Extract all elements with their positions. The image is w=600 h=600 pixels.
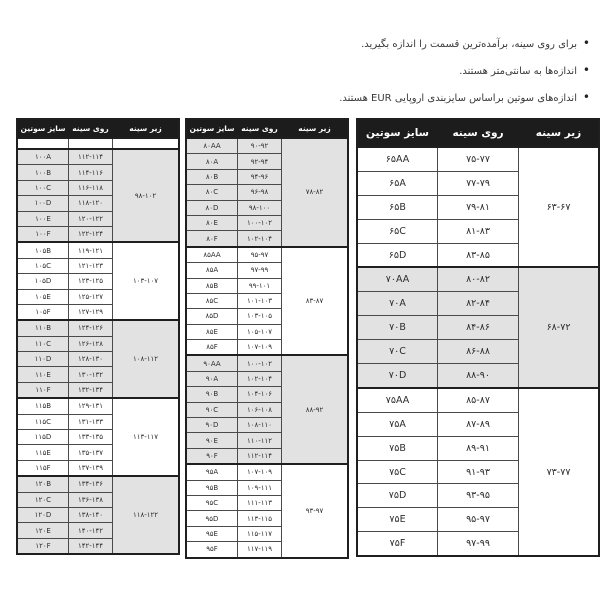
- cell-over-bust-range: ۱۴۰-۱۴۲: [69, 523, 113, 538]
- cell-over-bust-range: ۱۰۵-۱۰۷: [238, 324, 282, 339]
- cell-over-bust-range: ۱۱۸-۱۲۰: [69, 196, 113, 211]
- cell-bra-size: ۱۰۰C: [17, 180, 69, 195]
- cell-over-bust-range: ۹۷-۹۹: [438, 532, 519, 556]
- cell-over-bust-range: ۸۶-۸۸: [438, 340, 519, 364]
- cell-bra-size: ۸۵A: [186, 263, 238, 278]
- cell-bra-size: ۶۵AA: [357, 147, 438, 171]
- cell-bra-size: ۸۵F: [186, 340, 238, 356]
- table-row: [17, 242, 179, 258]
- cell-bra-size: ۱۱۰D: [17, 352, 69, 367]
- cell-over-bust-range: ۱۳۰-۱۳۲: [69, 367, 113, 382]
- cell-bra-size: ۸۰E: [186, 215, 238, 230]
- size-table-bands-80-95: [185, 118, 349, 559]
- cell-bra-size: ۱۰۵E: [17, 289, 69, 304]
- cell-over-bust-range: ۱۳۲-۱۳۴: [69, 382, 113, 398]
- cell-bra-size: ۱۱۰E: [17, 367, 69, 382]
- size-table-bands-100-120: [16, 118, 180, 555]
- cell-over-bust-range: ۱۱۵-۱۱۷: [238, 526, 282, 541]
- table-row: [186, 355, 348, 371]
- cell-bra-size: ۱۰۵F: [17, 304, 69, 320]
- table-row: [186, 138, 348, 154]
- size-table-bands-65-75: [356, 118, 600, 557]
- cell-over-bust-range: ۷۷-۷۹: [438, 171, 519, 195]
- cell-over-bust-range: ۱۱۲-۱۱۴: [69, 149, 113, 165]
- cell-over-bust-range: ۱۲۶-۱۲۸: [69, 336, 113, 351]
- cell-over-bust-range: ۸۲-۸۴: [438, 292, 519, 316]
- table-row: [357, 267, 599, 291]
- cell-over-bust-range: ۱۰۹-۱۱۱: [238, 480, 282, 495]
- cell-bra-size: ۹۵D: [186, 511, 238, 526]
- column-header-under-bust: زیر سینه: [113, 119, 180, 138]
- cell-over-bust-range: ۸۵-۸۷: [438, 388, 519, 412]
- cell-over-bust-range: ۱۰۱-۱۰۳: [238, 293, 282, 308]
- cell-over-bust-range: ۱۱۰-۱۱۲: [238, 433, 282, 448]
- cell-bra-size: ۸۵C: [186, 293, 238, 308]
- cell-over-bust-range: ۱۴۲-۱۴۴: [69, 538, 113, 554]
- cell-over-bust-range: ۱۳۶-۱۳۸: [69, 492, 113, 507]
- cell-bra-size: ۱۰۵D: [17, 274, 69, 289]
- cell-over-bust-range: ۹۶-۹۸: [238, 185, 282, 200]
- cell-bra-size: ۸۰A: [186, 154, 238, 169]
- cell-bra-size: ۱۲۰E: [17, 523, 69, 538]
- cell-bra-size: ۶۵C: [357, 219, 438, 243]
- cell-over-bust-range: ۱۲۱-۱۲۳: [69, 258, 113, 273]
- cell-over-bust-range: ۱۱۲-۱۱۴: [238, 448, 282, 464]
- cell-over-bust-range: ۹۲-۹۴: [238, 154, 282, 169]
- cell-under-bust-range: ۱۰۳-۱۰۷: [113, 242, 180, 320]
- cell-over-bust-range: ۱۳۸-۱۴۰: [69, 507, 113, 522]
- cell-bra-size: ۸۵AA: [186, 247, 238, 263]
- cell-over-bust-range: ۹۵-۹۷: [238, 247, 282, 263]
- cell-bra-size: ۷۰C: [357, 340, 438, 364]
- cell-under-bust-range: ۱۱۳-۱۱۷: [113, 398, 180, 476]
- cell-bra-size: ۷۰B: [357, 316, 438, 340]
- cell-over-bust-range: ۱۳۱-۱۳۳: [69, 414, 113, 429]
- cell-over-bust-range: ۷۵-۷۷: [438, 147, 519, 171]
- cell-over-bust-range: ۷۹-۸۱: [438, 195, 519, 219]
- table-header: [357, 119, 599, 147]
- cell-under-bust-range: ۱۱۸-۱۲۲: [113, 476, 180, 554]
- table-row: [186, 247, 348, 263]
- cell-bra-size: ۷۵AA: [357, 388, 438, 412]
- cell-under-bust-range: ۹۳-۹۷: [282, 464, 349, 557]
- cell-bra-size: ۸۰B: [186, 169, 238, 184]
- cell-over-bust-range: ۱۱۱-۱۱۳: [238, 495, 282, 510]
- cell-over-bust-range: ۸۱-۸۳: [438, 219, 519, 243]
- cell-bra-size: ۱۱۵B: [17, 398, 69, 414]
- column-header-over-bust: روی سینه: [238, 119, 282, 138]
- cell-bra-size: ۶۵D: [357, 243, 438, 267]
- cell-bra-size: ۱۰۰A: [17, 149, 69, 165]
- cell-over-bust-range: ۸۹-۹۱: [438, 436, 519, 460]
- cell-bra-size: ۷۵B: [357, 436, 438, 460]
- cell-bra-size: ۷۵F: [357, 532, 438, 556]
- cell-over-bust-range: ۱۰۰-۱۰۲: [238, 215, 282, 230]
- cell-over-bust-range: ۱۲۸-۱۳۰: [69, 352, 113, 367]
- cell-bra-size: ۹۵E: [186, 526, 238, 541]
- cell-bra-size: ۷۰A: [357, 292, 438, 316]
- column-header-bra-size: سایز سوتین: [17, 119, 69, 138]
- cell-bra-size: ۱۰۰B: [17, 165, 69, 180]
- cell-over-bust-range: ۱۳۵-۱۳۷: [69, 445, 113, 460]
- cell-over-bust-range: ۸۴-۸۶: [438, 316, 519, 340]
- column-header-over-bust: روی سینه: [438, 119, 519, 147]
- cell-over-bust-range: ۱۱۳-۱۱۵: [238, 511, 282, 526]
- cell-over-bust-range: ۸۰-۸۲: [438, 267, 519, 291]
- cell-bra-size: ۱۱۵E: [17, 445, 69, 460]
- cell-over-bust-range: ۸۳-۸۵: [438, 243, 519, 267]
- table-row: [17, 320, 179, 336]
- cell-over-bust-range: ۸۷-۸۹: [438, 412, 519, 436]
- cell-over-bust-range: ۱۲۵-۱۲۷: [69, 289, 113, 304]
- cell-under-bust-range: ۸۳-۸۷: [282, 247, 349, 356]
- cell-bra-size: ۹۰A: [186, 371, 238, 386]
- cell-under-bust-range: ۹۸-۱۰۲: [113, 149, 180, 242]
- cell-over-bust-range: ۱۳۴-۱۳۶: [69, 476, 113, 492]
- cell-over-bust-range: ۱۱۹-۱۲۱: [69, 242, 113, 258]
- cell-over-bust-range: ۱۲۲-۱۲۴: [69, 226, 113, 242]
- cell-bra-size: ۱۲۰D: [17, 507, 69, 522]
- header-row: [357, 119, 599, 147]
- cell-bra-size: ۱۲۰C: [17, 492, 69, 507]
- cell-bra-size: ۷۵D: [357, 484, 438, 508]
- cell-over-bust-range: ۹۰-۹۲: [238, 138, 282, 154]
- cell-bra-size: ۸۰F: [186, 231, 238, 247]
- cell-bra-size: ۷۵A: [357, 412, 438, 436]
- cell-over-bust-range: ۱۰۷-۱۰۹: [238, 340, 282, 356]
- cell-bra-size: ۱۱۵D: [17, 430, 69, 445]
- cell-bra-size: ۱۲۰B: [17, 476, 69, 492]
- cell-bra-size: ۱۰۰F: [17, 226, 69, 242]
- column-header-bra-size: سایز سوتین: [186, 119, 238, 138]
- cell-over-bust-range: ۱۳۷-۱۳۹: [69, 460, 113, 476]
- cell-bra-size: ۹۰D: [186, 418, 238, 433]
- cell-under-bust-range: ۶۸-۷۲: [519, 267, 600, 387]
- cell-under-bust-range: ۱۰۸-۱۱۲: [113, 320, 180, 398]
- cell-over-bust-range: ۱۱۶-۱۱۸: [69, 180, 113, 195]
- table-header: [17, 119, 179, 138]
- table-row: [17, 476, 179, 492]
- header-row: [17, 119, 179, 138]
- cell-bra-size: ۱۱۵F: [17, 460, 69, 476]
- cell-over-bust-range: ۱۲۹-۱۳۱: [69, 398, 113, 414]
- cell-bra-size: ۷۰D: [357, 364, 438, 388]
- empty-row: [17, 138, 179, 149]
- cell-over-bust-range: ۱۰۲-۱۰۴: [238, 371, 282, 386]
- cell-over-bust-range: ۹۱-۹۳: [438, 460, 519, 484]
- cell-over-bust-range: ۱۰۲-۱۰۴: [238, 231, 282, 247]
- empty-cell: [69, 138, 113, 149]
- column-header-bra-size: سایز سوتین: [357, 119, 438, 147]
- cell-bra-size: ۹۵A: [186, 464, 238, 480]
- cell-over-bust-range: ۹۸-۱۰۰: [238, 200, 282, 215]
- cell-bra-size: ۱۰۰D: [17, 196, 69, 211]
- cell-over-bust-range: ۱۰۳-۱۰۵: [238, 309, 282, 324]
- cell-over-bust-range: ۹۷-۹۹: [238, 263, 282, 278]
- cell-bra-size: ۱۰۵B: [17, 242, 69, 258]
- cell-under-bust-range: ۷۳-۷۷: [519, 388, 600, 556]
- cell-bra-size: ۹۰B: [186, 387, 238, 402]
- cell-bra-size: ۱۱۰C: [17, 336, 69, 351]
- size-tables-row: [16, 118, 600, 559]
- cell-over-bust-range: ۹۹-۱۰۱: [238, 278, 282, 293]
- cell-bra-size: ۸۵D: [186, 309, 238, 324]
- cell-bra-size: ۹۰E: [186, 433, 238, 448]
- cell-over-bust-range: ۹۵-۹۷: [438, 508, 519, 532]
- cell-bra-size: ۸۰D: [186, 200, 238, 215]
- column-header-under-bust: زیر سینه: [282, 119, 349, 138]
- cell-bra-size: ۸۰AA: [186, 138, 238, 154]
- cell-over-bust-range: ۹۳-۹۵: [438, 484, 519, 508]
- column-header-under-bust: زیر سینه: [519, 119, 600, 147]
- cell-bra-size: ۱۱۵C: [17, 414, 69, 429]
- cell-over-bust-range: ۱۲۰-۱۲۲: [69, 211, 113, 226]
- cell-over-bust-range: ۱۰۸-۱۱۰: [238, 418, 282, 433]
- cell-over-bust-range: ۸۸-۹۰: [438, 364, 519, 388]
- cell-bra-size: ۹۰AA: [186, 355, 238, 371]
- empty-cell: [113, 138, 180, 149]
- table-row: [17, 149, 179, 165]
- table-row: [186, 464, 348, 480]
- cell-under-bust-range: ۸۸-۹۲: [282, 355, 349, 464]
- cell-bra-size: ۸۵B: [186, 278, 238, 293]
- cell-bra-size: ۶۵A: [357, 171, 438, 195]
- cell-bra-size: ۹۵F: [186, 542, 238, 558]
- cell-bra-size: ۶۵B: [357, 195, 438, 219]
- cell-bra-size: ۱۱۰B: [17, 320, 69, 336]
- table-row: [357, 388, 599, 412]
- cell-over-bust-range: ۱۰۷-۱۰۹: [238, 464, 282, 480]
- cell-bra-size: ۱۱۰F: [17, 382, 69, 398]
- table-row: [17, 398, 179, 414]
- cell-over-bust-range: ۱۱۴-۱۱۶: [69, 165, 113, 180]
- cell-over-bust-range: ۱۲۴-۱۲۶: [69, 320, 113, 336]
- cell-bra-size: ۷۰AA: [357, 267, 438, 291]
- cell-bra-size: ۷۵C: [357, 460, 438, 484]
- cell-bra-size: ۷۵E: [357, 508, 438, 532]
- note-item-eur-sizing: • اندازه‌های سوتین براساس سایزبندی اروپایی EUR هستند.: [339, 92, 590, 105]
- note-item-measure-overbust: • برای روی سینه، برآمده‌ترین قسمت را اندازه بگیرید.: [339, 38, 590, 51]
- cell-bra-size: ۹۵B: [186, 480, 238, 495]
- column-header-over-bust: روی سینه: [69, 119, 113, 138]
- note-item-units-cm: • اندازه‌ها به سانتی‌متر هستند.: [339, 65, 590, 78]
- cell-under-bust-range: ۷۸-۸۲: [282, 138, 349, 247]
- cell-bra-size: ۹۵C: [186, 495, 238, 510]
- cell-bra-size: ۱۲۰F: [17, 538, 69, 554]
- notes-list: [339, 38, 590, 119]
- table-row: [357, 147, 599, 171]
- cell-bra-size: ۹۰C: [186, 402, 238, 417]
- cell-over-bust-range: ۱۰۶-۱۰۸: [238, 402, 282, 417]
- header-row: [186, 119, 348, 138]
- cell-over-bust-range: ۱۳۳-۱۳۵: [69, 430, 113, 445]
- table-header: [186, 119, 348, 138]
- cell-over-bust-range: ۱۰۴-۱۰۶: [238, 387, 282, 402]
- cell-over-bust-range: ۱۱۷-۱۱۹: [238, 542, 282, 558]
- cell-over-bust-range: ۱۲۳-۱۲۵: [69, 274, 113, 289]
- empty-cell: [17, 138, 69, 149]
- cell-over-bust-range: ۱۲۷-۱۲۹: [69, 304, 113, 320]
- cell-over-bust-range: ۱۰۰-۱۰۲: [238, 355, 282, 371]
- cell-over-bust-range: ۹۴-۹۶: [238, 169, 282, 184]
- cell-bra-size: ۱۰۰E: [17, 211, 69, 226]
- cell-bra-size: ۸۵E: [186, 324, 238, 339]
- cell-under-bust-range: ۶۳-۶۷: [519, 147, 600, 267]
- cell-bra-size: ۹۰F: [186, 448, 238, 464]
- cell-bra-size: ۸۰C: [186, 185, 238, 200]
- cell-bra-size: ۱۰۵C: [17, 258, 69, 273]
